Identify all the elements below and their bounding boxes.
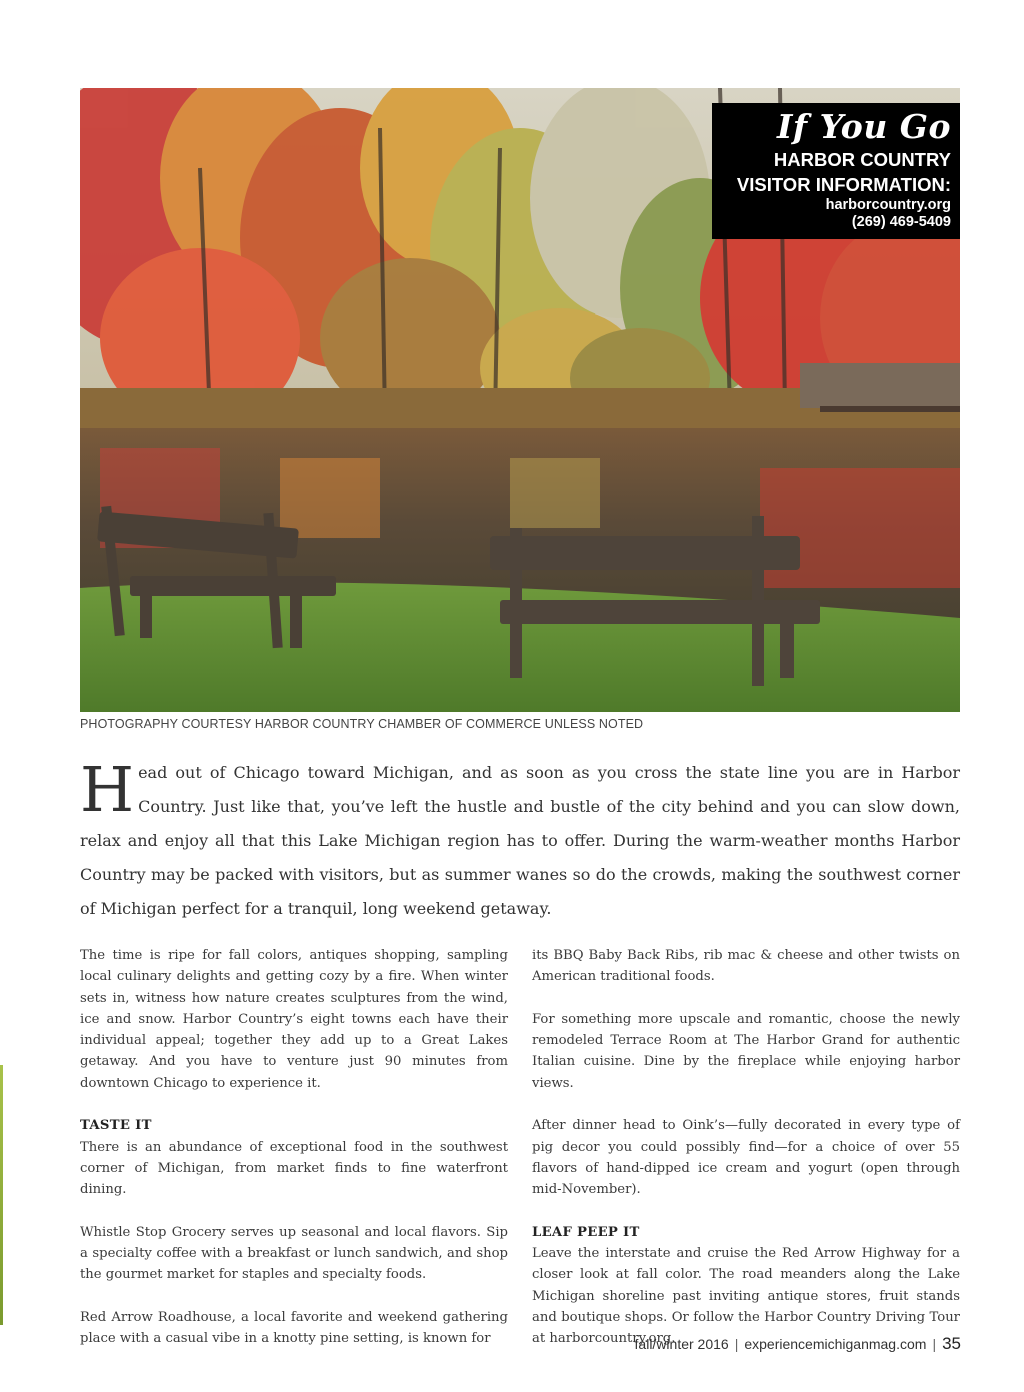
footer-separator: | (932, 1336, 937, 1352)
footer-website: experiencemichiganmag.com (744, 1336, 927, 1352)
intro-text: ead out of Chicago toward Michigan, and as soon as you cross the state line you are in Harbor Country. Just like that, you’ve left the hustle and bustle of the city behind and you can slow down, relax and enjoy all that this Lake Michigan region has to offer. During the warm-weather months Harbor Country may be packed with visitors, but as summer wanes so do the crowds, making the southwest corner of Michigan perfect for a tranquil, long weekend getaway. (80, 763, 960, 918)
left-paragraph-2: There is an abundance of exceptional food in the southwest corner of Michigan, from market finds to fine waterfront dining. (80, 1139, 508, 1198)
info-box-website: harborcountry.org (825, 197, 951, 213)
right-paragraph-2: For something more upscale and romantic, choose the newly remodeled Terrace Room at The Harbor Grand for authentic Italian cuisine. Dine by the fireplace while enjoying harbor views. (532, 1011, 960, 1091)
if-you-go-box (712, 103, 960, 239)
photo-credit: PHOTOGRAPHY COURTESY HARBOR COUNTRY CHAMBER OF COMMERCE UNLESS NOTED (80, 717, 644, 731)
info-box-heading: If You Go (777, 107, 951, 146)
page-edge-accent (0, 1065, 3, 1325)
left-paragraph-1: The time is ripe for fall colors, antiques shopping, sampling local culinary delights and getting cozy by a fire. When winter sets in, witness how nature creates sculptures from the wind, ice and snow. Harbor Country’s eight towns each have their individual appeal; together they add up to a Great Lakes getaway. And you have to venture just 90 minutes from downtown Chicago to experience it. (80, 948, 508, 1091)
right-column (532, 945, 960, 1371)
drop-cap: H (80, 753, 135, 826)
info-box-title-line1: HARBOR COUNTRY (773, 149, 951, 170)
leaf-peep-it-heading: LEAF PEEP IT (532, 1224, 640, 1240)
left-paragraph-3: Whistle Stop Grocery serves up seasonal and local flavors. Sip a specialty coffee with a breakfast or lunch sandwich, and shop the gourmet market for staples and specialty foods. (80, 1224, 508, 1283)
left-paragraph-4: Red Arrow Roadhouse, a local favorite and weekend gathering place with a casual vibe in a knotty pine setting, is known for (80, 1310, 508, 1347)
info-box-title-line2: VISITOR INFORMATION: (736, 174, 951, 195)
footer-separator: | (734, 1336, 739, 1352)
info-box-phone: (269) 469-5409 (851, 214, 951, 230)
left-column (80, 945, 508, 1371)
right-paragraph-1: its BBQ Baby Back Ribs, rib mac & cheese and other twists on American traditional foods. (532, 948, 960, 985)
right-paragraph-4: Leave the interstate and cruise the Red Arrow Highway for a closer look at fall color. The road meanders along the Lake Michigan shoreline past inviting antique stores, fruit stands and boutique shops. Or follow the Harbor Country Driving Tour at harborcountry.org. (532, 1246, 960, 1347)
taste-it-heading: TASTE IT (80, 1118, 152, 1134)
right-paragraph-3: After dinner head to Oink’s—fully decorated in every type of pig decor you could possibly find—for a choice of over 55 flavors of hand-dipped ice cream and yogurt (open through mid-November). (532, 1118, 960, 1198)
intro-paragraph (80, 753, 960, 926)
footer-issue: fall/winter 2016 (634, 1336, 729, 1352)
page-number: 35 (942, 1334, 961, 1353)
page-footer (600, 1334, 961, 1354)
